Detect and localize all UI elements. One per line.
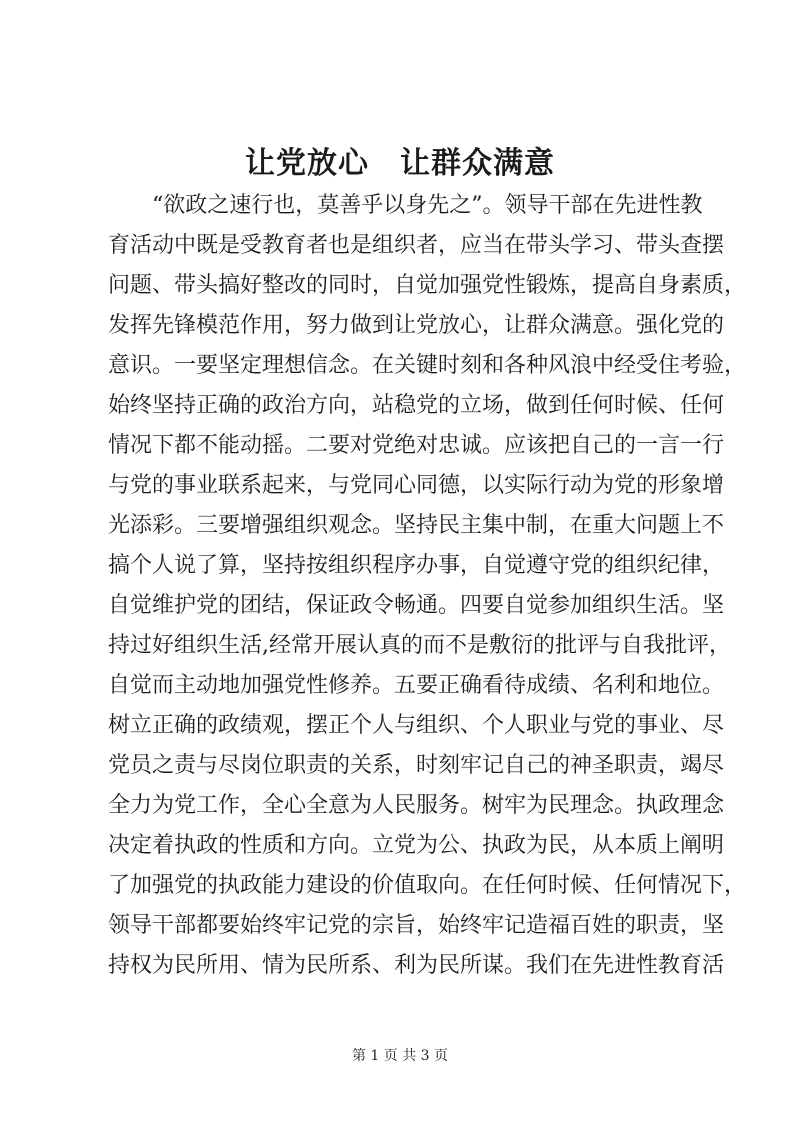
body-line: 光添彩。三要增强组织观念。坚持民主集中制，在重大问题上不 — [108, 513, 725, 538]
body-line: 自觉维护党的团结，保证政令畅通。四要自觉参加组织生活。坚 — [108, 593, 725, 618]
body-line: 意识。一要坚定理想信念。在关键时刻和各种风浪中经受住考验， — [108, 353, 747, 378]
document-title: 让党放心 让群众满意 — [245, 146, 555, 181]
body-line: 始终坚持正确的政治方向，站稳党的立场，做到任何时候、任何 — [108, 393, 725, 418]
body-line: 领导干部都要始终牢记党的宗旨，始终牢记造福百姓的职责，坚 — [108, 913, 725, 938]
body-line: 问题、带头搞好整改的同时，自觉加强党性锻炼，提高自身素质， — [108, 273, 747, 298]
body-line: 持过好组织生活,经常开展认真的而不是敷衍的批评与自我批评， — [108, 633, 731, 658]
body-line: 发挥先锋模范作用，努力做到让党放心，让群众满意。强化党的 — [108, 313, 725, 338]
body-line: 决定着执政的性质和方向。立党为公、执政为民，从本质上阐明 — [108, 833, 725, 858]
body-line: 党员之责与尽岗位职责的关系，时刻牢记自己的神圣职责，竭尽 — [108, 753, 725, 778]
body-line: 情况下都不能动摇。二要对党绝对忠诚。应该把自己的一言一行 — [108, 433, 725, 458]
body-line: 了加强党的执政能力建设的价值取向。在任何时候、任何情况下， — [108, 873, 747, 898]
document-body — [108, 186, 747, 986]
body-line: 自觉而主动地加强党性修养。五要正确看待成绩、名利和地位。 — [108, 673, 725, 698]
page-number-footer: 第 1 页 共 3 页 — [351, 1048, 449, 1064]
body-line: 搞个人说了算，坚持按组织程序办事，自觉遵守党的组织纪律， — [108, 553, 725, 578]
body-line: “欲政之速行也，莫善乎以身先之”。领导干部在先进性教 — [152, 193, 703, 218]
body-line: 与党的事业联系起来，与党同心同德，以实际行动为党的形象增 — [108, 473, 725, 498]
body-line: 育活动中既是受教育者也是组织者，应当在带头学习、带头查摆 — [108, 233, 725, 258]
body-line: 树立正确的政绩观，摆正个人与组织、个人职业与党的事业、尽 — [108, 713, 725, 738]
body-line: 全力为党工作，全心全意为人民服务。树牢为民理念。执政理念 — [108, 793, 725, 818]
body-line: 持权为民所用、情为民所系、利为民所谋。我们在先进性教育活 — [108, 953, 725, 978]
